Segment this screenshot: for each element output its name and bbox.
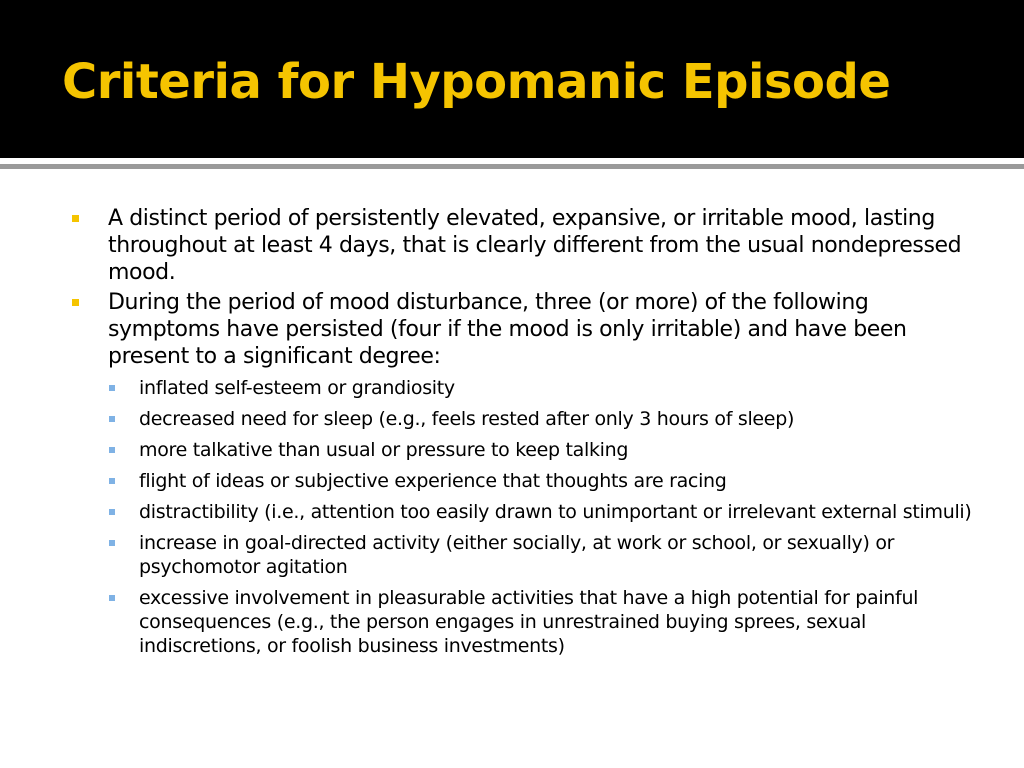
sub-bullet-text: flight of ideas or subjective experience that thoughts are racing [139,470,727,492]
square-bullet-icon [72,299,79,306]
sub-bullet-item [108,500,972,524]
bullet-text: During the period of mood disturbance, three (or more) of the following symptoms have persisted (four if the mood is only irritable) and have been present to a significant degree: [108,290,907,369]
slide-title: Criteria for Hypomanic Episode [62,54,891,110]
title-divider-gray [0,164,1024,169]
bullet-text: A distinct period of persistently elevated, expansive, or irritable mood, lasting throughout at least 4 days, that is clearly different from the usual nondepressed mood. [108,206,962,285]
square-sub-bullet-icon [109,478,115,484]
bullet-list [72,205,972,658]
bullet-item [72,205,972,286]
sub-bullet-text: decreased need for sleep (e.g., feels rested after only 3 hours of sleep) [139,408,795,430]
title-bar [0,0,1024,158]
square-sub-bullet-icon [109,447,115,453]
sub-bullet-list [108,376,972,658]
sub-bullet-item [108,407,972,431]
square-sub-bullet-icon [109,509,115,515]
sub-bullet-item [108,438,972,462]
sub-bullet-text: increase in goal-directed activity (either socially, at work or school, or sexually) or psychomotor agitation [139,532,895,578]
sub-bullet-item [108,531,972,579]
sub-bullet-item [108,469,972,493]
sub-bullet-item [108,586,972,658]
square-sub-bullet-icon [109,385,115,391]
sub-bullet-text: excessive involvement in pleasurable activities that have a high potential for painful consequences (e.g., the person engages in unrestrained buying sprees, sexual indiscretions, or foolish business investments) [139,587,919,657]
sub-bullet-text: distractibility (i.e., attention too easily drawn to unimportant or irrelevant external stimuli) [139,501,972,523]
square-sub-bullet-icon [109,595,115,601]
sub-bullet-item [108,376,972,400]
sub-bullet-text: more talkative than usual or pressure to keep talking [139,439,629,461]
square-bullet-icon [72,215,79,222]
slide-content [72,205,972,665]
sub-bullet-text: inflated self-esteem or grandiosity [139,377,455,399]
bullet-item [72,289,972,658]
square-sub-bullet-icon [109,540,115,546]
square-sub-bullet-icon [109,416,115,422]
